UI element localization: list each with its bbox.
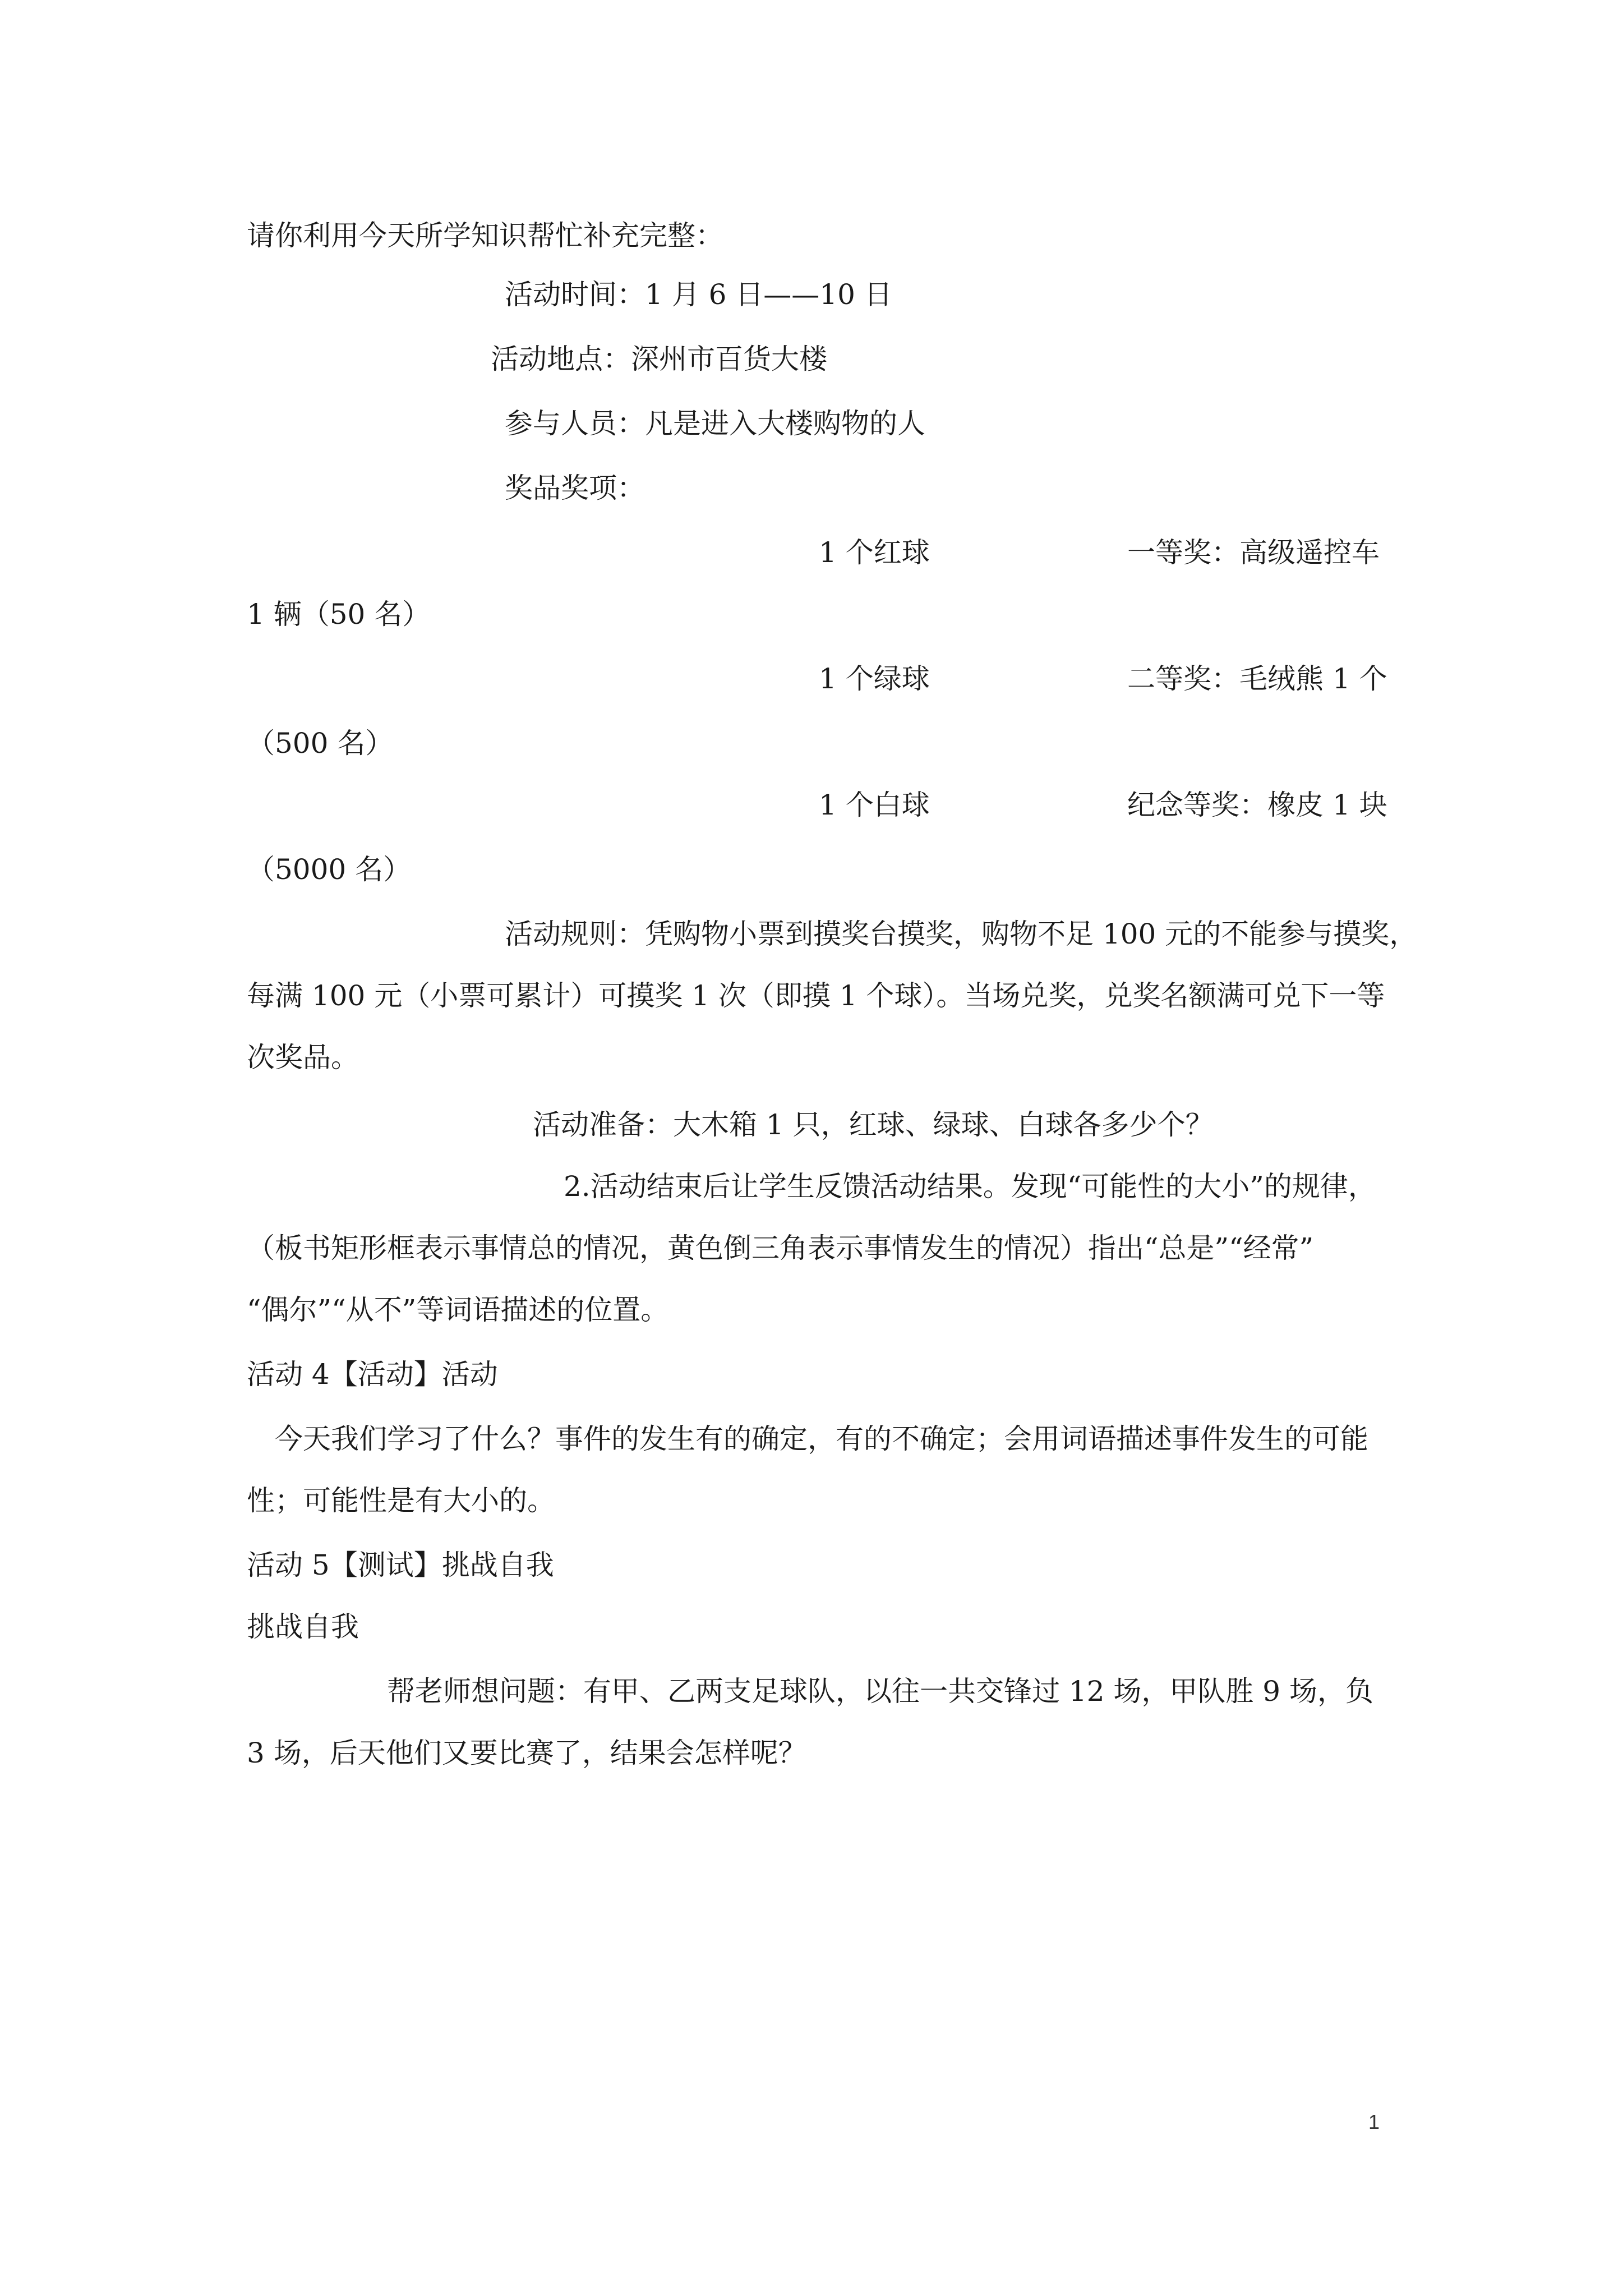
prizes-heading: 奖品奖项： [505, 472, 645, 504]
step2-line-1: 2.活动结束后让学生反馈活动结果。发现“可能性的大小”的规律， [564, 1170, 1376, 1203]
prize-ball-green: 1 个绿球 [819, 662, 930, 695]
rules-line-3: 次奖品。 [247, 1041, 359, 1074]
prize-first-count: 1 辆（50 名） [247, 598, 431, 631]
prize-ball-red: 1 个红球 [819, 536, 930, 569]
step2-line-3: “偶尔”“从不”等词语描述的位置。 [247, 1294, 669, 1326]
intro-text: 请你利用今天所学知识帮忙补充完整： [247, 219, 723, 252]
prize-souvenir-count: （5000 名） [247, 853, 412, 886]
event-time: 活动时间：1 月 6 日——10 日 [505, 278, 892, 311]
page-number: 1 [1368, 2110, 1380, 2133]
prize-ball-white: 1 个白球 [819, 789, 930, 821]
prize-souvenir: 纪念等奖：橡皮 1 块 [1127, 789, 1387, 821]
step2-line-2: （板书矩形框表示事情总的情况，黄色倒三角表示事情发生的情况）指出“总是”“经常” [247, 1232, 1314, 1264]
activity5-heading: 活动 5【测试】挑战自我 [247, 1549, 554, 1581]
prize-first: 一等奖：高级遥控车 [1127, 536, 1380, 569]
activity4-text-line-2: 性；可能性是有大小的。 [247, 1484, 555, 1517]
problem-line-1: 帮老师想问题：有甲、乙两支足球队，以往一共交锋过 12 场，甲队胜 9 场，负 [387, 1675, 1374, 1708]
event-place: 活动地点：深州市百货大楼 [491, 343, 827, 375]
activity4-text-line-1: 今天我们学习了什么？事件的发生有的确定，有的不确定；会用词语描述事件发生的可能 [275, 1423, 1368, 1455]
event-participants: 参与人员：凡是进入大楼购物的人 [505, 407, 925, 440]
activity5-subheading: 挑战自我 [247, 1611, 359, 1643]
event-preparation: 活动准备：大木箱 1 只，红球、绿球、白球各多少个？ [533, 1108, 1214, 1141]
rules-line-2: 每满 100 元（小票可累计）可摸奖 1 次（即摸 1 个球）。当场兑奖，兑奖名额满可兑下一等 [247, 979, 1385, 1012]
rules-line-1: 活动规则：凭购物小票到摸奖台摸奖，购物不足 100 元的不能参与摸奖， [505, 918, 1418, 950]
prize-second: 二等奖：毛绒熊 1 个 [1127, 662, 1387, 695]
activity4-heading: 活动 4【活动】活动 [247, 1358, 498, 1391]
prize-second-count: （500 名） [247, 727, 394, 760]
problem-line-2: 3 场，后天他们又要比赛了，结果会怎样呢？ [247, 1737, 806, 1769]
